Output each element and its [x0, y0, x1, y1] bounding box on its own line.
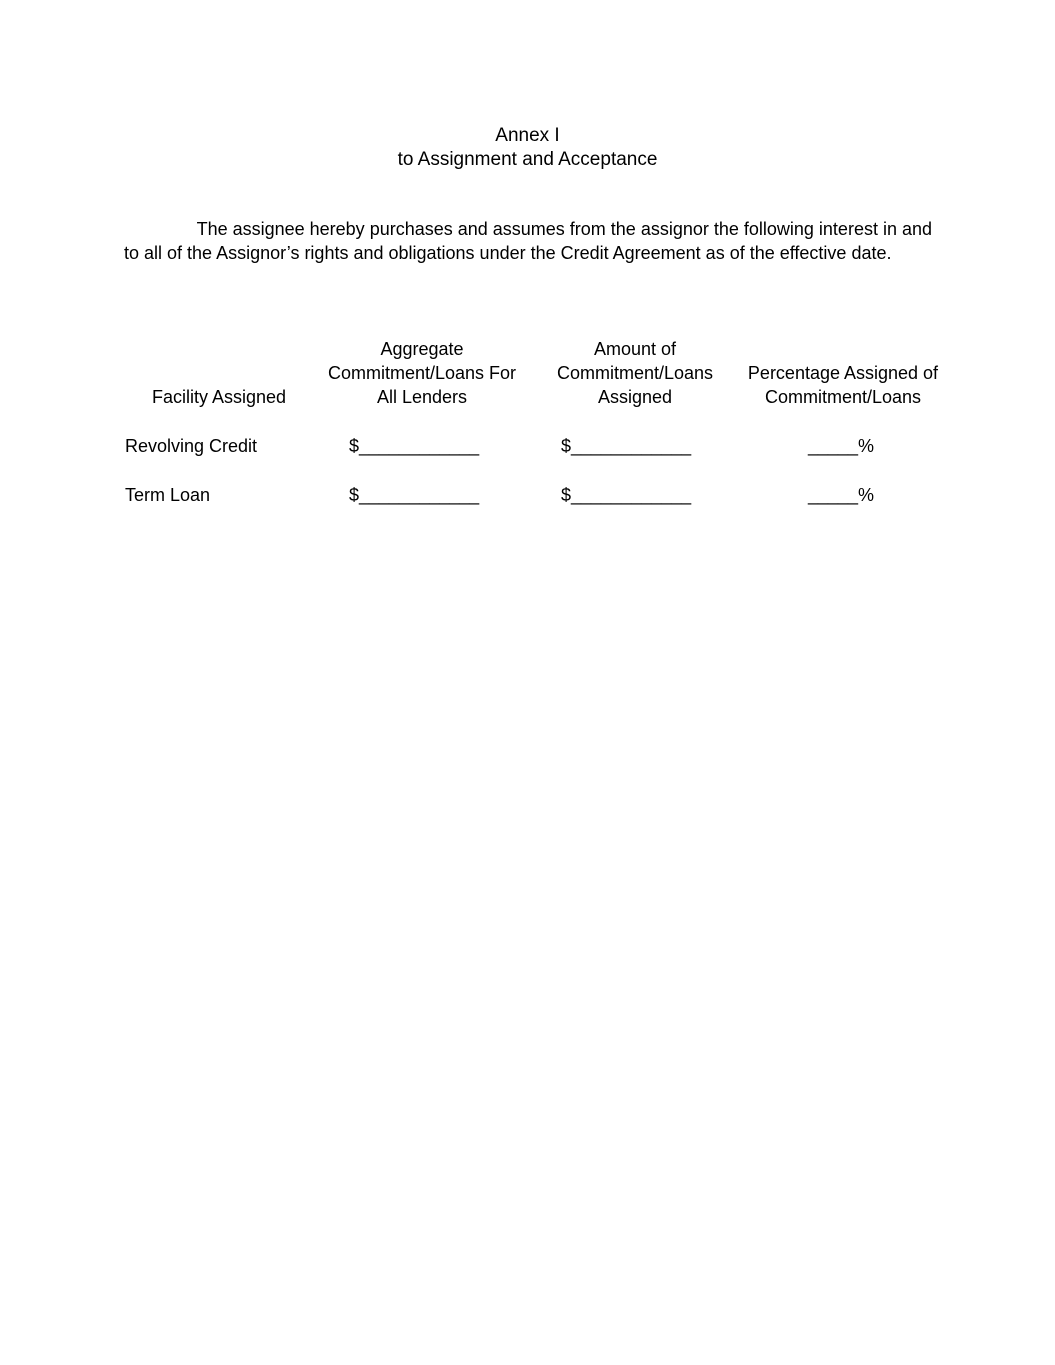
header-amount-line2: Commitment/Loans [556, 363, 714, 383]
header-percentage-assigned [733, 361, 953, 409]
row-facility-name: Revolving Credit [125, 436, 258, 456]
intro-paragraph-line2: to all of the Assignor’s rights and obligations under the Credit Agreement as of the effective date. [124, 243, 892, 263]
row-amount-blank: $____________ [561, 436, 692, 456]
header-aggregate-line1: Aggregate [380, 339, 464, 359]
row-percentage-blank: _____% [808, 436, 875, 456]
header-percentage-line2: Commitment/Loans [764, 387, 922, 407]
header-amount-assigned [540, 337, 730, 409]
row-aggregate-blank: $____________ [349, 485, 480, 505]
header-facility-assigned [130, 385, 308, 409]
annex-title-line1: Annex I [495, 125, 560, 146]
header-aggregate-line3: All Lenders [376, 387, 468, 407]
intro-paragraph-line1: The assignee hereby purchases and assumes from the assignor the following interest in and [196, 219, 932, 239]
header-amount-line1: Amount of [593, 339, 677, 359]
intro-paragraph [124, 217, 932, 265]
header-percentage-line1: Percentage Assigned of [747, 363, 939, 383]
header-facility-line1: Facility Assigned [151, 387, 287, 407]
header-amount-line3: Assigned [597, 387, 673, 407]
row-percentage-blank: _____% [808, 485, 875, 505]
row-facility-name: Term Loan [125, 485, 211, 505]
header-aggregate-line2: Commitment/Loans For [327, 363, 517, 383]
row-amount-blank: $____________ [561, 485, 692, 505]
row-aggregate-blank: $____________ [349, 436, 480, 456]
annex-title-line2: to Assignment and Acceptance [397, 149, 658, 170]
header-aggregate-commitment [312, 337, 532, 409]
